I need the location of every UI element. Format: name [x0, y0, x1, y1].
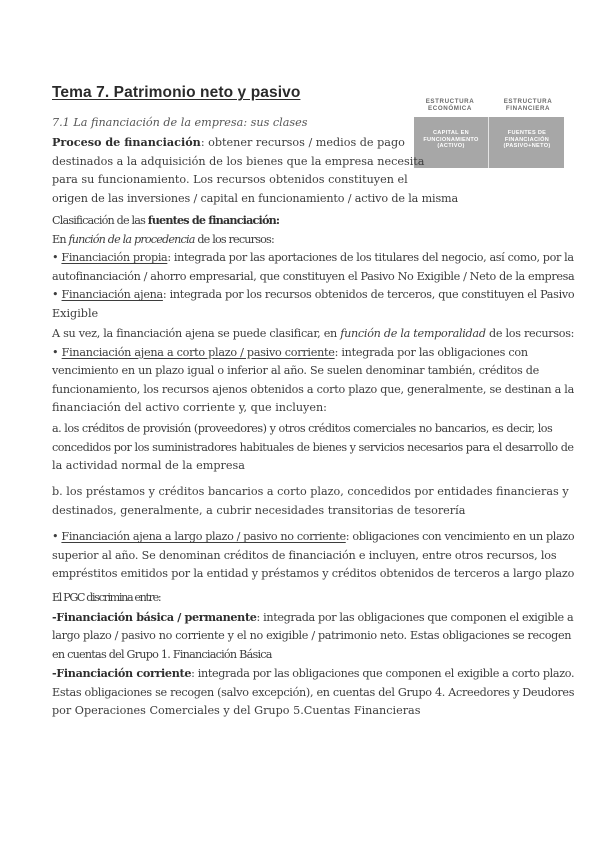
- text-line: origen de las inversiones / capital en funcionamiento / activo de la misma: [52, 191, 459, 205]
- box-fuentes-line2: FINANCIACIÓN: [504, 136, 550, 143]
- text-line: Estas obligaciones se recogen (salvo excepción), en cuentas del Grupo 4. Acreedores y Deudores: [52, 685, 575, 699]
- text-line: [52, 528, 574, 547]
- text-line: Exigible: [52, 306, 99, 320]
- item-a-paragraph: [52, 420, 574, 476]
- box-capital-line3: (ACTIVO): [437, 143, 465, 149]
- box-fuentes-line3: (PASIVO+NETO): [503, 143, 551, 149]
- box-capital-line1: CAPITAL EN: [432, 130, 470, 136]
- bullet: •: [52, 530, 62, 543]
- text-span: : integrada por las aportaciones de los titulares del negocio, así como, por la: [167, 251, 574, 264]
- item-b-paragraph: [52, 483, 569, 520]
- text-line: destinados, generalmente, a cubrir necesidades transitorias de tesorería: [52, 503, 466, 517]
- text-line: b. los préstamos y créditos bancarios a corto plazo, concedidos por entidades financieras y: [52, 485, 569, 498]
- text-line: [52, 249, 574, 268]
- header-financial-line2: FINANCIERA: [505, 105, 551, 112]
- text-span: : obtener recursos / medios de pago: [200, 136, 405, 149]
- text-line: la actividad normal de la empresa: [52, 459, 245, 472]
- text-line: en cuentas del Grupo 1. Financiación Básica: [52, 647, 272, 661]
- text-line: [52, 344, 574, 363]
- intro-paragraph: [52, 133, 458, 208]
- header-economic: [414, 98, 486, 112]
- text-line: El PGC discrimina entre:: [52, 591, 161, 604]
- text-span: Clasificación de las: [52, 214, 148, 227]
- section-subtitle: 7.1 La financiación de la empresa: sus clases: [52, 116, 308, 129]
- bullet: •: [52, 288, 62, 301]
- header-economic-line2: ECONÓMICA: [428, 105, 472, 112]
- header-economic-line1: ESTRUCTURA: [425, 98, 475, 105]
- text-line: autofinanciación / ahorro empresarial, que constituyen el Pasivo No Exigible / Neto de la empresa: [52, 269, 575, 283]
- text-span: de los recursos:: [194, 232, 274, 246]
- text-line: vencimiento en un plazo igual o inferior al año. Se suelen denominar también, créditos de: [52, 364, 539, 377]
- text-line: [52, 133, 458, 153]
- text-line: concedidos por los suministradores habituales de bienes y servicios necesarios para el desarrollo de: [52, 440, 574, 454]
- italic-temporalidad: función de la temporalidad: [340, 327, 486, 340]
- term-fuentes: fuentes de financiación:: [147, 213, 280, 227]
- header-financial: [492, 98, 564, 112]
- page-title: Tema 7. Patrimonio neto y pasivo: [52, 84, 301, 101]
- text-line: financiación del activo corriente y, que incluyen:: [52, 401, 327, 414]
- term-corto-plazo: Financiación ajena a corto plazo / pasivo corriente: [61, 345, 335, 359]
- term-proceso: Proceso de financiación: [52, 135, 201, 149]
- text-line: [52, 325, 574, 344]
- text-span: : integrada por las obligaciones que componen el exigible a: [256, 610, 574, 624]
- text-span: : integrada por las obligaciones con: [334, 345, 528, 359]
- text-line: empréstitos emitidos por la entidad y préstamos y créditos obtenidos de terceros a largo plazo: [52, 567, 575, 580]
- text-span: : obligaciones con vencimiento en un plazo: [345, 530, 575, 543]
- italic-procedencia: función de la procedencia: [68, 232, 195, 246]
- figure-divider: [488, 117, 489, 168]
- clasificacion-paragraph: [52, 211, 574, 323]
- text-span: En: [52, 232, 69, 246]
- text-line: a. los créditos de provisión (proveedores) y otros créditos comerciales no bancarios, es decir, los: [52, 422, 553, 435]
- largo-plazo-paragraph: [52, 528, 574, 584]
- text-line: destinados a la adquisición de los bienes que la empresa necesita: [52, 154, 425, 168]
- term-corriente: -Financiación corriente: [52, 666, 192, 680]
- term-basica: -Financiación básica / permanente: [52, 609, 257, 624]
- text-line: [52, 664, 574, 684]
- figure-headers: [414, 97, 564, 115]
- term-largo-plazo: Financiación ajena a largo plazo / pasivo no corriente: [61, 530, 346, 543]
- box-fuentes-line1: FUENTES DE: [507, 130, 547, 136]
- text-span: : integrada por las obligaciones que componen el exigible a corto plazo.: [191, 667, 575, 680]
- text-line: [52, 231, 574, 250]
- temporalidad-paragraph: [52, 325, 574, 418]
- text-span: de los recursos:: [485, 327, 575, 340]
- text-line: funcionamiento, los recursos ajenos obtenidos a corto plazo que, generalmente, se destinan a la: [52, 382, 575, 396]
- term-financiacion-propia: Financiación propia: [61, 251, 168, 264]
- box-capital-line2: FUNCIONAMIENTO: [423, 136, 479, 143]
- text-line: largo plazo / pasivo no corriente y el no exigible / patrimonio neto. Estas obligaciones se recogen: [52, 629, 572, 642]
- text-span: : integrada por los recursos obtenidos de terceros, que constituyen el Pasivo: [162, 288, 575, 301]
- text-line: [52, 211, 574, 231]
- term-financiacion-ajena: Financiación ajena: [61, 288, 163, 301]
- text-line: [52, 608, 574, 628]
- text-line: superior al año. Se denominan créditos de financiación e incluyen, entre otros recursos, los: [52, 548, 557, 562]
- text-line: por Operaciones Comerciales y del Grupo 5.Cuentas Financieras: [52, 704, 421, 717]
- pgc-paragraph: [52, 589, 574, 721]
- header-financial-line1: ESTRUCTURA: [503, 98, 553, 105]
- text-line: para su funcionamiento. Los recursos obtenidos constituyen el: [52, 173, 408, 186]
- bullet: •: [52, 345, 62, 359]
- text-line: [52, 286, 574, 305]
- box-fuentes: [490, 130, 564, 150]
- bullet: •: [52, 251, 62, 264]
- text-span: A su vez, la financiación ajena se puede clasificar, en: [52, 327, 341, 340]
